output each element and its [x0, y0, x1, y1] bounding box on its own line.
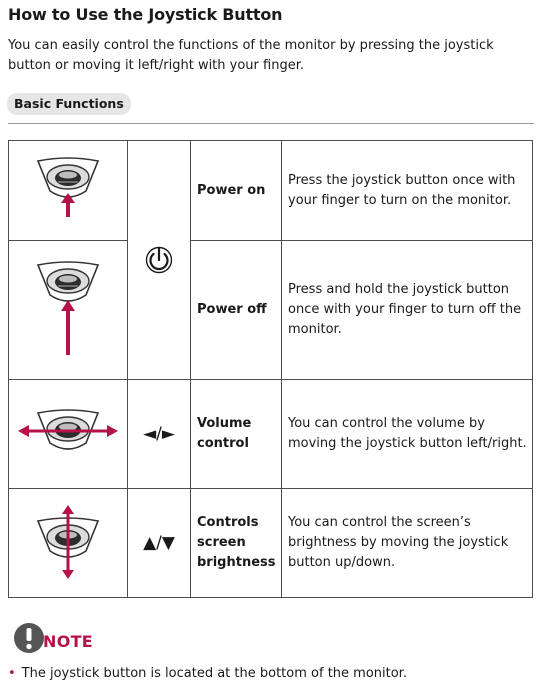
function-name: Volume control: [191, 380, 282, 489]
power-symbol-cell: [128, 141, 191, 380]
page-title: How to Use the Joystick Button: [8, 5, 283, 24]
function-name: Power on: [191, 141, 282, 241]
table-row: [9, 380, 533, 489]
function-name: Controls screen brightness: [191, 489, 282, 598]
illustration-cell: [9, 489, 128, 598]
table-row: [9, 241, 533, 380]
function-description: Press and hold the joystick button once with your finger to turn off the monitor.: [282, 241, 533, 380]
symbol-cell: ◄/►: [128, 380, 191, 489]
joystick-button-icon: [28, 255, 108, 365]
function-description: Press the joystick button once with your finger to turn on the monitor.: [282, 141, 533, 241]
illustration-cell: [9, 141, 128, 241]
symbol-cell: ▲/▼: [128, 489, 191, 598]
section-divider: [8, 123, 534, 124]
note-bullet: [8, 665, 407, 683]
note-bullet-text: The joystick button is located at the bottom of the monitor.: [21, 666, 407, 681]
function-description: You can control the volume by moving the joystick button left/right.: [282, 380, 533, 489]
function-name: Power off: [191, 241, 282, 380]
power-icon: [144, 245, 174, 275]
illustration-cell: [9, 241, 128, 380]
bullet-dot-icon: •: [8, 666, 16, 681]
joystick-button-icon: [28, 151, 108, 231]
illustration-cell: [9, 380, 128, 489]
exclamation-icon: [13, 622, 45, 654]
joystick-button-icon: [28, 503, 108, 583]
joystick-button-icon: [16, 401, 120, 467]
joystick-functions-table: [8, 140, 533, 598]
section-label: Basic Functions: [7, 93, 131, 115]
table-row: [9, 141, 533, 241]
note-label: NOTE: [43, 632, 94, 651]
intro-text: You can easily control the functions of the monitor by pressing the joystick button or moving it left/right with your finger.: [8, 38, 494, 73]
function-description: You can control the screen’s brightness by moving the joystick button up/down.: [282, 489, 533, 598]
table-row: [9, 489, 533, 598]
